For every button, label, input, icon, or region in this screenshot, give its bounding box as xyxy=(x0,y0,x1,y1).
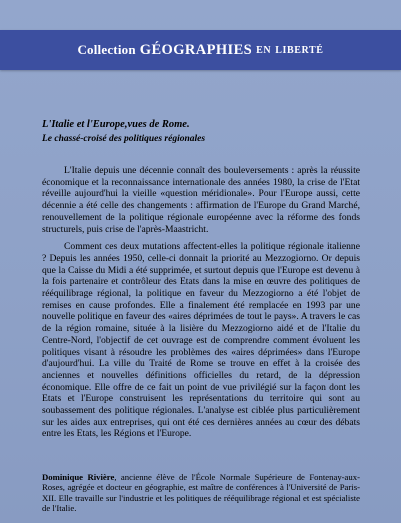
book-title: L'Italie et l'Europe,vues de Rome. xyxy=(42,119,190,130)
author-bio xyxy=(42,472,360,514)
blurb xyxy=(42,165,360,440)
blurb-paragraph: L'Italie depuis une décennie connaît des bouleversements : après la réussite économique et la reconnaissance internationale des années 1980, la crise de l'Etat réveille aujourd'hui la vieille «question méridionale». Pour l'Europe aussi, cette décennie a été celle des changements : affirmation de l'Europe du Grand Marché, renouvellement de la politique régionale européenne avec la réforme des fonds structurels, puis crise de l'après-Maastricht. xyxy=(42,165,360,235)
title-block xyxy=(42,118,382,145)
collection-band xyxy=(0,30,401,70)
collection-prefix: Collection xyxy=(77,42,136,57)
collection-liberte: LIBERTÉ xyxy=(275,44,324,56)
book-subtitle: Le chassé-croisé des politiques régionales xyxy=(42,134,206,144)
blurb-paragraph: Comment ces deux mutations affectent-elles la politique régionale italienne ? Depuis les années 1950, celle-ci donnait la priorité au Mezzogiorno. Or depuis que la Caisse du Midi a été supprimée, et surtout depuis que l'Europe est devenu à la fois partenaire et contrôleur des Etats dans la mise en œuvre des politiques de rééquilibrage régional, la politique en faveur du Mezzogiorno a été l'objet de remises en cause profondes. Elle a finalement été remplacée en 1993 par une nouvelle politique en faveur des «aires déprimées de tout le pays». A travers le cas de la région romaine, située à la lisière du Mezzogiorno aidé et de l'Italie du Centre-Nord, l'objectif de cet ouvrage est de comprendre comment évoluent les politiques visant à résoudre les problèmes des «aires déprimées» dans l'Europe d'aujourd'hui. La ville du Traité de Rome se trouve en effet à la croisée des anciennes et nouvelles définitions officielles du retard, de la dépression économique. Elle offre de ce fait un point de vue privilégié sur la façon dont les Etats et l'Europe construisent les représentations du territoire qui sont au soubassement des politique régionales. L'analyse est ciblée plus particulièrement sur les aides aux entreprises, qui ont été ces dernières années au cœur des débats entre les Etats, les Régions et l'Europe. xyxy=(42,241,360,440)
collection-series: GÉOGRAPHIES xyxy=(139,41,253,58)
author-name: Dominique Rivière xyxy=(42,472,115,482)
author-bio-text: , ancienne élève de l'École Normale Supérieure de Fontenay-aux-Roses, agrégée et docteur en géographie, est maître de conférences à l'Université de Paris-XII. Elle travaille sur l'industrie et les politiques de rééquilibrage régional et est spécialiste de l'Italie. xyxy=(42,472,360,514)
collection-en: EN xyxy=(256,44,272,56)
